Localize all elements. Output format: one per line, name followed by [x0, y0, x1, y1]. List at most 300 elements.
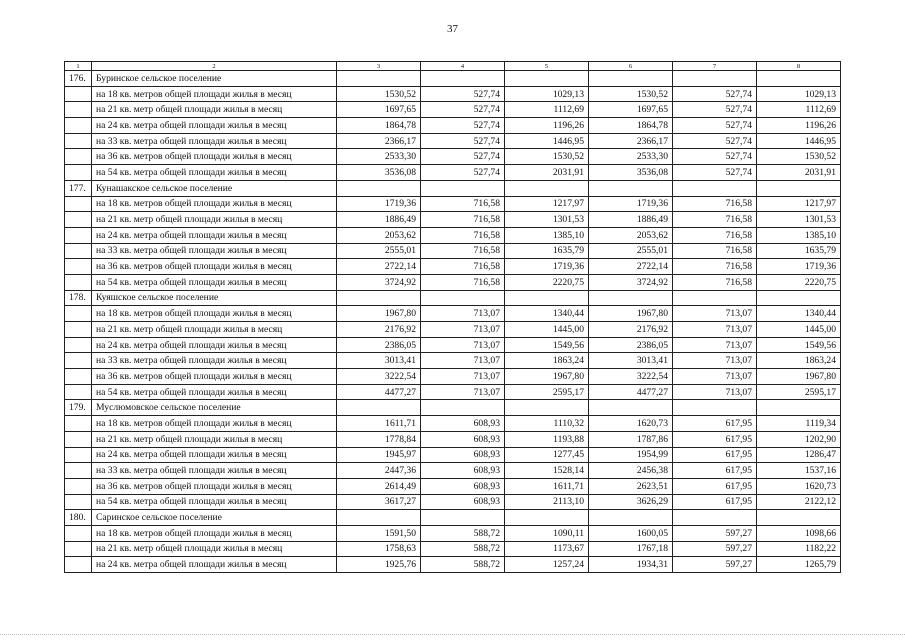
value-cell: 713,07: [421, 369, 505, 385]
value-cell: 713,07: [673, 384, 757, 400]
value-cell: 2555,01: [337, 243, 421, 259]
row-label: на 18 кв. метров общей площади жилья в месяц: [92, 86, 337, 102]
empty-cell: [673, 510, 757, 526]
value-cell: 1864,78: [589, 118, 673, 134]
value-cell: 1196,26: [757, 118, 841, 134]
value-cell: 2555,01: [589, 243, 673, 259]
value-cell: 1864,78: [337, 118, 421, 134]
value-cell: 716,58: [421, 274, 505, 290]
value-cell: 1385,10: [757, 227, 841, 243]
empty-cell: [421, 180, 505, 196]
table-row: [65, 274, 841, 290]
value-cell: 1967,80: [337, 306, 421, 322]
value-cell: 716,58: [421, 227, 505, 243]
value-cell: 713,07: [421, 337, 505, 353]
value-cell: 3013,41: [337, 353, 421, 369]
value-cell: 527,74: [421, 86, 505, 102]
value-cell: 527,74: [673, 86, 757, 102]
value-cell: 2053,62: [589, 227, 673, 243]
value-cell: 713,07: [673, 369, 757, 385]
value-cell: 1549,56: [757, 337, 841, 353]
empty-index-cell: [65, 274, 92, 290]
table-row: [65, 133, 841, 149]
row-label: на 36 кв. метров общей площади жилья в месяц: [92, 149, 337, 165]
empty-index-cell: [65, 525, 92, 541]
value-cell: 608,93: [421, 478, 505, 494]
value-cell: 588,72: [421, 541, 505, 557]
table-row: [65, 431, 841, 447]
value-cell: 527,74: [673, 118, 757, 134]
empty-index-cell: [65, 133, 92, 149]
empty-index-cell: [65, 494, 92, 510]
section-number: 177.: [65, 180, 92, 196]
table-row: [65, 227, 841, 243]
column-number: 3: [337, 62, 421, 71]
value-cell: 1611,71: [337, 416, 421, 432]
empty-cell: [673, 290, 757, 306]
section-header-row: [65, 510, 841, 526]
table-row: [65, 384, 841, 400]
value-cell: 2113,10: [505, 494, 589, 510]
empty-index-cell: [65, 447, 92, 463]
empty-cell: [757, 180, 841, 196]
value-cell: 1635,79: [505, 243, 589, 259]
empty-cell: [589, 71, 673, 87]
value-cell: 1967,80: [505, 369, 589, 385]
empty-cell: [505, 510, 589, 526]
row-label: на 36 кв. метров общей площади жилья в месяц: [92, 478, 337, 494]
value-cell: 608,93: [421, 431, 505, 447]
value-cell: 1635,79: [757, 243, 841, 259]
table-row: [65, 478, 841, 494]
column-number: 6: [589, 62, 673, 71]
empty-index-cell: [65, 165, 92, 181]
value-cell: 527,74: [421, 102, 505, 118]
value-cell: 1530,52: [589, 86, 673, 102]
value-cell: 1863,24: [757, 353, 841, 369]
empty-cell: [505, 180, 589, 196]
value-cell: 716,58: [673, 243, 757, 259]
value-cell: 2623,51: [589, 478, 673, 494]
section-header-row: [65, 180, 841, 196]
empty-index-cell: [65, 353, 92, 369]
table-row: [65, 463, 841, 479]
empty-cell: [757, 510, 841, 526]
value-cell: 1549,56: [505, 337, 589, 353]
value-cell: 4477,27: [589, 384, 673, 400]
column-number: 7: [673, 62, 757, 71]
value-cell: 527,74: [421, 165, 505, 181]
value-cell: 1620,73: [757, 478, 841, 494]
value-cell: 1967,80: [757, 369, 841, 385]
row-label: на 18 кв. метров общей площади жилья в месяц: [92, 416, 337, 432]
value-cell: 1591,50: [337, 525, 421, 541]
value-cell: 1537,16: [757, 463, 841, 479]
empty-cell: [337, 180, 421, 196]
row-label: на 21 кв. метр общей площади жилья в месяц: [92, 102, 337, 118]
value-cell: 617,95: [673, 431, 757, 447]
value-cell: 716,58: [673, 227, 757, 243]
section-number: 176.: [65, 71, 92, 87]
value-cell: 1767,18: [589, 541, 673, 557]
empty-cell: [673, 71, 757, 87]
empty-index-cell: [65, 118, 92, 134]
value-cell: 1202,90: [757, 431, 841, 447]
value-cell: 1719,36: [337, 196, 421, 212]
row-label: на 21 кв. метр общей площади жилья в месяц: [92, 322, 337, 338]
value-cell: 1787,86: [589, 431, 673, 447]
value-cell: 1445,00: [757, 322, 841, 338]
value-cell: 1719,36: [589, 196, 673, 212]
value-cell: 1340,44: [757, 306, 841, 322]
value-cell: 713,07: [673, 306, 757, 322]
section-header-row: [65, 400, 841, 416]
table-row: [65, 337, 841, 353]
value-cell: 713,07: [673, 353, 757, 369]
table-row: [65, 557, 841, 573]
column-number: 4: [421, 62, 505, 71]
value-cell: 608,93: [421, 447, 505, 463]
value-cell: 1196,26: [505, 118, 589, 134]
value-cell: 713,07: [421, 322, 505, 338]
value-cell: 1600,05: [589, 525, 673, 541]
empty-cell: [337, 71, 421, 87]
table-row: [65, 306, 841, 322]
table-row: [65, 196, 841, 212]
section-number: 180.: [65, 510, 92, 526]
empty-index-cell: [65, 259, 92, 275]
value-cell: 1182,22: [757, 541, 841, 557]
value-cell: 597,27: [673, 557, 757, 573]
empty-cell: [673, 180, 757, 196]
value-cell: 1217,97: [757, 196, 841, 212]
value-cell: 2614,49: [337, 478, 421, 494]
table-row: [65, 353, 841, 369]
row-label: на 33 кв. метра общей площади жилья в месяц: [92, 133, 337, 149]
scan-edge-line: [0, 634, 905, 635]
table-row: [65, 494, 841, 510]
value-cell: 3617,27: [337, 494, 421, 510]
value-cell: 713,07: [673, 337, 757, 353]
value-cell: 2595,17: [757, 384, 841, 400]
value-cell: 1301,53: [757, 212, 841, 228]
row-label: на 36 кв. метров общей площади жилья в месяц: [92, 259, 337, 275]
empty-cell: [421, 400, 505, 416]
row-label: на 33 кв. метра общей площади жилья в месяц: [92, 463, 337, 479]
value-cell: 1340,44: [505, 306, 589, 322]
table-row: [65, 541, 841, 557]
empty-index-cell: [65, 557, 92, 573]
value-cell: 716,58: [673, 274, 757, 290]
section-title: Кунашакское сельское поселение: [92, 180, 337, 196]
section-header-row: [65, 71, 841, 87]
value-cell: 1301,53: [505, 212, 589, 228]
value-cell: 1119,34: [757, 416, 841, 432]
value-cell: 716,58: [421, 196, 505, 212]
value-cell: 2220,75: [757, 274, 841, 290]
table-row: [65, 102, 841, 118]
table-row: [65, 259, 841, 275]
value-cell: 1945,97: [337, 447, 421, 463]
value-cell: 2031,91: [505, 165, 589, 181]
value-cell: 1967,80: [589, 306, 673, 322]
value-cell: 2456,38: [589, 463, 673, 479]
section-number: 178.: [65, 290, 92, 306]
empty-cell: [757, 290, 841, 306]
column-number: 2: [92, 62, 337, 71]
empty-cell: [337, 400, 421, 416]
empty-index-cell: [65, 369, 92, 385]
value-cell: 1446,95: [757, 133, 841, 149]
value-cell: 1620,73: [589, 416, 673, 432]
table-row: [65, 369, 841, 385]
row-label: на 21 кв. метр общей площади жилья в месяц: [92, 541, 337, 557]
row-label: на 18 кв. метров общей площади жилья в месяц: [92, 306, 337, 322]
empty-index-cell: [65, 102, 92, 118]
value-cell: 3222,54: [337, 369, 421, 385]
empty-index-cell: [65, 337, 92, 353]
empty-cell: [505, 400, 589, 416]
empty-index-cell: [65, 149, 92, 165]
value-cell: 2220,75: [505, 274, 589, 290]
section-title: Куяшское сельское поселение: [92, 290, 337, 306]
empty-cell: [589, 180, 673, 196]
value-cell: 2722,14: [589, 259, 673, 275]
table-row: [65, 118, 841, 134]
value-cell: 2053,62: [337, 227, 421, 243]
value-cell: 1925,76: [337, 557, 421, 573]
row-label: на 54 кв. метра общей площади жилья в месяц: [92, 494, 337, 510]
value-cell: 716,58: [421, 243, 505, 259]
value-cell: 2447,36: [337, 463, 421, 479]
table-row: [65, 149, 841, 165]
value-cell: 527,74: [673, 149, 757, 165]
value-cell: 2122,12: [757, 494, 841, 510]
empty-cell: [505, 71, 589, 87]
value-cell: 1611,71: [505, 478, 589, 494]
value-cell: 1112,69: [757, 102, 841, 118]
value-cell: 3222,54: [589, 369, 673, 385]
value-cell: 1778,84: [337, 431, 421, 447]
empty-cell: [421, 510, 505, 526]
tariff-table: [64, 61, 841, 573]
empty-index-cell: [65, 478, 92, 494]
value-cell: 1277,45: [505, 447, 589, 463]
row-label: на 21 кв. метр общей площади жилья в месяц: [92, 212, 337, 228]
row-label: на 33 кв. метра общей площади жилья в месяц: [92, 243, 337, 259]
row-label: на 24 кв. метра общей площади жилья в месяц: [92, 557, 337, 573]
value-cell: 617,95: [673, 416, 757, 432]
section-number: 179.: [65, 400, 92, 416]
empty-index-cell: [65, 431, 92, 447]
section-title: Муслюмовское сельское поселение: [92, 400, 337, 416]
value-cell: 716,58: [673, 212, 757, 228]
empty-index-cell: [65, 463, 92, 479]
empty-index-cell: [65, 243, 92, 259]
value-cell: 713,07: [421, 306, 505, 322]
empty-cell: [337, 510, 421, 526]
table-row: [65, 525, 841, 541]
value-cell: 1446,95: [505, 133, 589, 149]
value-cell: 3724,92: [589, 274, 673, 290]
empty-cell: [673, 400, 757, 416]
row-label: на 24 кв. метра общей площади жилья в месяц: [92, 118, 337, 134]
value-cell: 527,74: [421, 149, 505, 165]
value-cell: 2176,92: [589, 322, 673, 338]
value-cell: 1445,00: [505, 322, 589, 338]
value-cell: 588,72: [421, 525, 505, 541]
page-number: 37: [447, 23, 458, 35]
value-cell: 1112,69: [505, 102, 589, 118]
value-cell: 716,58: [673, 259, 757, 275]
empty-cell: [421, 290, 505, 306]
empty-cell: [757, 71, 841, 87]
value-cell: 1886,49: [337, 212, 421, 228]
value-cell: 2386,05: [337, 337, 421, 353]
row-label: на 24 кв. метра общей площади жилья в месяц: [92, 447, 337, 463]
value-cell: 2176,92: [337, 322, 421, 338]
value-cell: 588,72: [421, 557, 505, 573]
value-cell: 2031,91: [757, 165, 841, 181]
value-cell: 1029,13: [757, 86, 841, 102]
table-row: [65, 243, 841, 259]
value-cell: 3013,41: [589, 353, 673, 369]
value-cell: 1697,65: [337, 102, 421, 118]
value-cell: 1934,31: [589, 557, 673, 573]
value-cell: 1110,32: [505, 416, 589, 432]
empty-index-cell: [65, 306, 92, 322]
value-cell: 617,95: [673, 463, 757, 479]
value-cell: 1265,79: [757, 557, 841, 573]
row-label: на 36 кв. метров общей площади жилья в месяц: [92, 369, 337, 385]
section-title: Буринское сельское поселение: [92, 71, 337, 87]
value-cell: 1217,97: [505, 196, 589, 212]
value-cell: 608,93: [421, 463, 505, 479]
row-label: на 24 кв. метра общей площади жилья в месяц: [92, 227, 337, 243]
table-row: [65, 212, 841, 228]
value-cell: 2366,17: [589, 133, 673, 149]
value-cell: 2722,14: [337, 259, 421, 275]
empty-cell: [337, 290, 421, 306]
row-label: на 54 кв. метра общей площади жилья в месяц: [92, 165, 337, 181]
row-label: на 24 кв. метра общей площади жилья в месяц: [92, 337, 337, 353]
value-cell: 3536,08: [589, 165, 673, 181]
value-cell: 1090,11: [505, 525, 589, 541]
row-label: на 18 кв. метров общей площади жилья в месяц: [92, 196, 337, 212]
empty-cell: [421, 71, 505, 87]
value-cell: 1530,52: [337, 86, 421, 102]
empty-cell: [589, 290, 673, 306]
value-cell: 597,27: [673, 541, 757, 557]
value-cell: 713,07: [673, 322, 757, 338]
value-cell: 1954,99: [589, 447, 673, 463]
row-label: на 33 кв. метра общей площади жилья в месяц: [92, 353, 337, 369]
value-cell: 2595,17: [505, 384, 589, 400]
empty-cell: [505, 290, 589, 306]
empty-index-cell: [65, 384, 92, 400]
value-cell: 608,93: [421, 416, 505, 432]
value-cell: 1886,49: [589, 212, 673, 228]
value-cell: 1193,88: [505, 431, 589, 447]
empty-index-cell: [65, 416, 92, 432]
value-cell: 3536,08: [337, 165, 421, 181]
value-cell: 527,74: [673, 102, 757, 118]
value-cell: 1719,36: [505, 259, 589, 275]
value-cell: 716,58: [673, 196, 757, 212]
empty-index-cell: [65, 322, 92, 338]
value-cell: 716,58: [421, 212, 505, 228]
value-cell: 1029,13: [505, 86, 589, 102]
value-cell: 597,27: [673, 525, 757, 541]
column-number: 5: [505, 62, 589, 71]
value-cell: 4477,27: [337, 384, 421, 400]
value-cell: 716,58: [421, 259, 505, 275]
section-title: Саринское сельское поселение: [92, 510, 337, 526]
column-number: 8: [757, 62, 841, 71]
row-label: на 54 кв. метра общей площади жилья в месяц: [92, 274, 337, 290]
table-row: [65, 416, 841, 432]
value-cell: 527,74: [673, 133, 757, 149]
value-cell: 1385,10: [505, 227, 589, 243]
empty-index-cell: [65, 212, 92, 228]
value-cell: 527,74: [421, 133, 505, 149]
empty-index-cell: [65, 86, 92, 102]
table-row: [65, 447, 841, 463]
value-cell: 617,95: [673, 494, 757, 510]
value-cell: 1863,24: [505, 353, 589, 369]
table-row: [65, 322, 841, 338]
value-cell: 2386,05: [589, 337, 673, 353]
value-cell: 713,07: [421, 384, 505, 400]
value-cell: 617,95: [673, 447, 757, 463]
column-numbers-row: [65, 62, 841, 71]
value-cell: 2533,30: [337, 149, 421, 165]
value-cell: 1530,52: [505, 149, 589, 165]
value-cell: 608,93: [421, 494, 505, 510]
value-cell: 1719,36: [757, 259, 841, 275]
value-cell: 1530,52: [757, 149, 841, 165]
empty-index-cell: [65, 227, 92, 243]
empty-cell: [757, 400, 841, 416]
value-cell: 1257,24: [505, 557, 589, 573]
row-label: на 18 кв. метров общей площади жилья в месяц: [92, 525, 337, 541]
value-cell: 527,74: [673, 165, 757, 181]
empty-index-cell: [65, 541, 92, 557]
value-cell: 713,07: [421, 353, 505, 369]
empty-cell: [589, 510, 673, 526]
column-number: 1: [65, 62, 92, 71]
value-cell: 2533,30: [589, 149, 673, 165]
value-cell: 527,74: [421, 118, 505, 134]
section-header-row: [65, 290, 841, 306]
row-label: на 21 кв. метр общей площади жилья в месяц: [92, 431, 337, 447]
value-cell: 1286,47: [757, 447, 841, 463]
value-cell: 1098,66: [757, 525, 841, 541]
empty-cell: [589, 400, 673, 416]
value-cell: 3626,29: [589, 494, 673, 510]
empty-index-cell: [65, 196, 92, 212]
value-cell: 617,95: [673, 478, 757, 494]
value-cell: 1697,65: [589, 102, 673, 118]
value-cell: 3724,92: [337, 274, 421, 290]
value-cell: 1528,14: [505, 463, 589, 479]
table-row: [65, 86, 841, 102]
row-label: на 54 кв. метра общей площади жилья в месяц: [92, 384, 337, 400]
value-cell: 1758,63: [337, 541, 421, 557]
value-cell: 2366,17: [337, 133, 421, 149]
value-cell: 1173,67: [505, 541, 589, 557]
table-row: [65, 165, 841, 181]
